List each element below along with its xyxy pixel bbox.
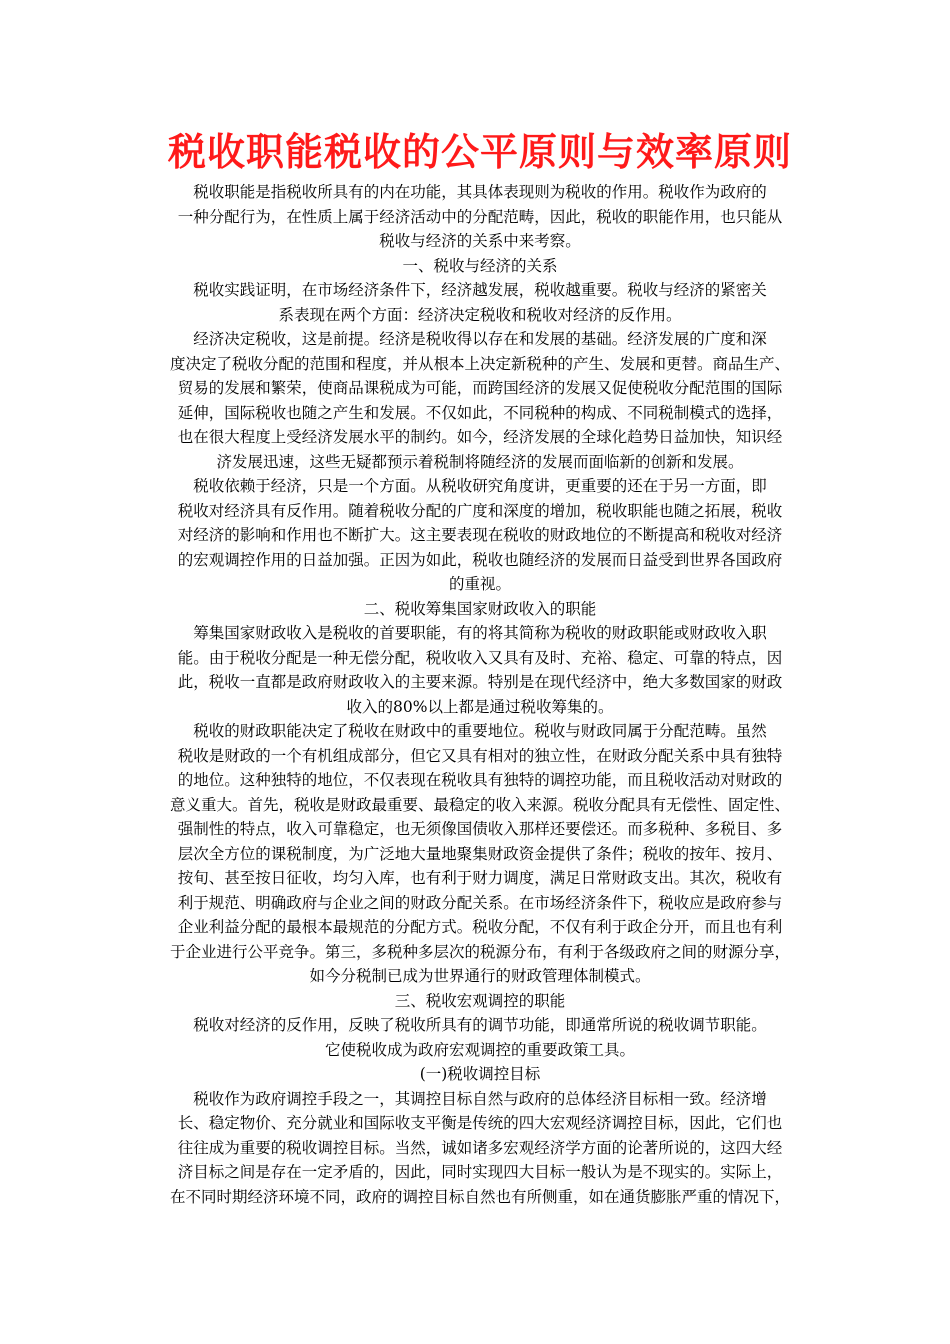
section-heading — [148, 1062, 812, 1087]
text-line: 税收对经济的反作用，反映了税收所具有的调节功能，即通常所说的税收调节职能。 — [193, 1016, 767, 1034]
text-line: 企业利益分配的最根本最规范的分配方式。税收分配，不仅有利于政企分开，而且也有利 — [177, 918, 783, 936]
text-line: 济发展迅速，这些无疑都预示着税制将随经济的发展而面临新的创新和发展。 — [216, 452, 744, 471]
section-heading — [148, 597, 812, 622]
text-line: 延伸，国际税收也随之产生和发展。不仅如此，不同税种的构成、不同税制模式的选择， — [177, 403, 783, 422]
paragraph — [148, 278, 812, 327]
text-line: 济目标之间是存在一定矛盾的，因此，同时实现四大目标一般认为是不现实的。实际上， — [177, 1163, 783, 1181]
paragraph — [148, 1013, 812, 1062]
text-line: 税收的财政职能决定了税收在财政中的重要地位。税收与财政同属于分配范畴。虽然 — [193, 722, 767, 740]
document-page — [148, 126, 812, 1209]
text-line: 度决定了税收分配的范围和程度，并从根本上决定新税种的产生、发展和更替。商品生产、 — [169, 354, 790, 373]
text-line: 一、税收与经济的关系 — [402, 256, 558, 275]
paragraph — [148, 621, 812, 719]
text-line: 税收与经济的关系中来考察。 — [379, 232, 581, 250]
text-line: 长、稳定物价、充分就业和国际收支平衡是传统的四大宏观经济调控目标，因此，它们也 — [177, 1114, 783, 1132]
text-line: 利于规范、明确政府与企业之间的财政分配关系。在市场经济条件下，税收应是政府参与 — [177, 893, 783, 912]
text-line: 层次全方位的课税制度，为广泛地大量地聚集财政资金提供了条件；税收的按年、按月、 — [177, 844, 783, 863]
text-line: (一)税收调控目标 — [419, 1065, 541, 1083]
section-heading — [148, 254, 812, 279]
text-line: 收入的80%以上都是通过税收筹集的。 — [346, 697, 614, 716]
text-line: 筹集国家财政收入是税收的首要职能，有的将其简称为税收的财政职能或财政收入职 — [193, 624, 767, 642]
paragraph — [148, 327, 812, 474]
text-line: 三、税收宏观调控的职能 — [394, 991, 566, 1010]
text-line: 往往成为重要的税收调控目标。当然，诚如诸多宏观经济学方面的论著所说的，这四大经 — [177, 1138, 783, 1157]
text-line: 它使税收成为政府宏观调控的重要政策工具。 — [324, 1040, 635, 1059]
paragraph — [148, 180, 812, 254]
text-line: 于企业进行公平竞争。第三，多税种多层次的税源分布，有利于各级政府之间的财源分享， — [169, 942, 790, 961]
paragraph — [148, 1087, 812, 1210]
text-line: 意义重大。首先，税收是财政最重要、最稳定的收入来源。税收分配具有无偿性、固定性、 — [169, 795, 790, 814]
text-line: 的宏观调控作用的日益加强。正因为如此，税收也随经济的发展而日益受到世界各国政府 — [177, 550, 783, 569]
text-line: 对经济的影响和作用也不断扩大。这主要表现在税收的财政地位的不断提高和税收对经济 — [177, 526, 783, 544]
text-line: 此，税收一直都是政府财政收入的主要来源。特别是在现代经济中，绝大多数国家的财政 — [177, 673, 783, 691]
text-line: 的地位。这种独特的地位，不仅表现在税收具有独特的调控功能，而且税收活动对财政的 — [177, 771, 783, 789]
text-line: 税收作为政府调控手段之一，其调控目标自然与政府的总体经济目标相一致。经济增 — [193, 1089, 767, 1108]
text-line: 税收是财政的一个有机组成部分，但它又具有相对的独立性，在财政分配关系中具有独特 — [177, 746, 783, 765]
text-line: 税收依赖于经济，只是一个方面。从税收研究角度讲，更重要的还在于另一方面，即 — [193, 477, 767, 495]
text-line: 一种分配行为，在性质上属于经济活动中的分配范畴，因此，税收的职能作用，也只能从 — [177, 207, 783, 226]
text-line: 二、税收筹集国家财政收入的职能 — [363, 599, 597, 618]
text-line: 税收对经济具有反作用。随着税收分配的广度和深度的增加，税收职能也随之拓展，税收 — [177, 501, 783, 520]
text-line: 的重视。 — [448, 575, 511, 593]
document-title: 税收职能税收的公平原则与效率原则 — [167, 129, 792, 174]
text-line: 也在很大程度上受经济发展水平的制约。如今，经济发展的全球化趋势日益加快，知识经 — [177, 428, 783, 446]
text-line: 系表现在两个方面：经济决定税收和税收对经济的反作用。 — [278, 305, 682, 324]
text-line: 经济决定税收，这是前提。经济是税收得以存在和发展的基础。经济发展的广度和深 — [193, 330, 767, 348]
section-heading — [148, 989, 812, 1014]
text-line: 能。由于税收分配是一种无偿分配，税收收入又具有及时、充裕、稳定、可靠的特点，因 — [177, 648, 783, 667]
paragraph — [148, 719, 812, 989]
text-line: 贸易的发展和繁荣，使商品课税成为可能，而跨国经济的发展又促使税收分配范围的国际 — [177, 379, 783, 397]
text-line: 税收实践证明，在市场经济条件下，经济越发展，税收越重要。税收与经济的紧密关 — [193, 281, 767, 299]
text-line: 税收职能是指税收所具有的内在功能，其具体表现则为税收的作用。税收作为政府的 — [193, 183, 767, 201]
text-line: 强制性的特点，收入可靠稳定，也无须像国债收入那样还要偿还。而多税种、多税目、多 — [177, 820, 783, 838]
document-body — [148, 180, 812, 1209]
paragraph — [148, 474, 812, 597]
text-line: 按旬、甚至按日征收，均匀入库，也有利于财力调度，满足日常财政支出。其次，税收有 — [177, 869, 783, 887]
text-line: 在不同时期经济环境不同，政府的调控目标自然也有所侧重，如在通货膨胀严重的情况下， — [169, 1187, 790, 1206]
text-line: 如今分税制已成为世界通行的财政管理体制模式。 — [309, 967, 651, 985]
